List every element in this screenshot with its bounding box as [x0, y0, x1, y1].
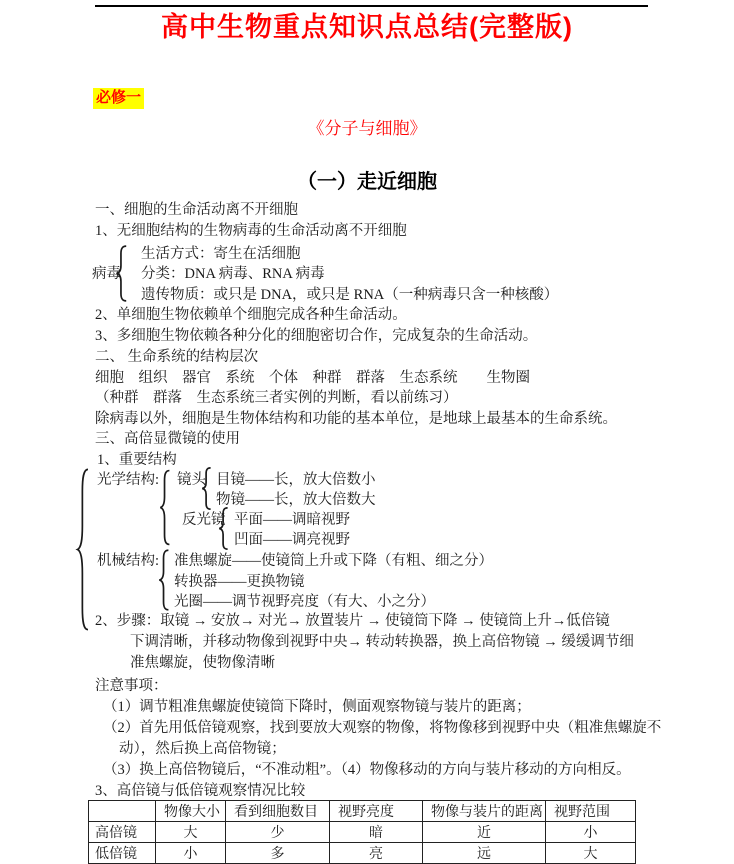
table-cell: 亮 — [330, 843, 423, 864]
document-title: 高中生物重点知识点总结(完整版) — [161, 12, 573, 42]
mech-diaphragm-item: 光圈——调节视野亮度（有大、小之分） — [174, 594, 435, 610]
table-cell: 暗 — [330, 822, 423, 843]
steps-line: 2、步骤：取镜 → 安放→ 对光→ 放置装片 → 使镜筒下降 → 使镜筒上升→低倍镜 — [95, 613, 610, 629]
brace-left-icon — [158, 549, 171, 611]
table-header-cell — [89, 801, 156, 822]
table-header-cell: 视野范围 — [546, 801, 636, 822]
steps-line: 准焦螺旋，使物像清晰 — [130, 655, 275, 671]
table-row — [89, 843, 636, 864]
table-cell: 小 — [156, 843, 226, 864]
lens-label: 镜头 — [177, 472, 206, 488]
paragraph: 1、无细胞结构的生物病毒的生命活动离不开细胞 — [95, 223, 407, 239]
table-header-cell: 物像大小 — [156, 801, 226, 822]
table-cell: 低倍镜 — [89, 843, 156, 864]
brace-left-icon — [115, 245, 129, 302]
table-header-cell: 物像与装片的距离 — [423, 801, 546, 822]
table-cell: 高倍镜 — [89, 822, 156, 843]
brace-left-icon — [218, 507, 230, 550]
section-heading: （一）走近细胞 — [297, 171, 437, 193]
virus-item: 分类：DNA 病毒、RNA 病毒 — [141, 266, 325, 282]
steps-line: 下调清晰，并移动物像到视野中央→ 转动转换器，换上高倍物镜 → 缓缓调节细 — [130, 634, 634, 650]
paragraph: 3、多细胞生物依赖各种分化的细胞密切合作，完成复杂的生命活动。 — [95, 328, 538, 344]
paragraph: 除病毒以外，细胞是生物体结构和功能的基本单位，是地球上最基本的生命系统。 — [95, 411, 617, 427]
note-item: 动），然后换上高倍物镜； — [119, 741, 286, 757]
virus-item: 遗传物质：或只是 DNA，或只是 RNA（一种病毒只含一种核酸） — [141, 287, 559, 303]
table-cell: 远 — [423, 843, 546, 864]
note-item: （1）调节粗准焦螺旋使镜筒下降时，侧面观察物镜与装片的距离； — [103, 699, 531, 715]
module-badge: 必修一 — [93, 88, 144, 109]
table-cell: 少 — [226, 822, 330, 843]
paragraph: 二、 生命系统的结构层次 — [95, 349, 259, 365]
table-header-row — [89, 801, 636, 822]
table-cell: 大 — [156, 822, 226, 843]
mirror-label: 反光镜 — [182, 512, 226, 528]
mech-focus-item: 准焦螺旋——使镜筒上升或下降（有粗、细之分） — [174, 553, 493, 569]
table-cell: 近 — [423, 822, 546, 843]
virus-label: 病毒 — [92, 266, 121, 282]
table-row — [89, 822, 636, 843]
note-item: （3）换上高倍物镜后，“不准动粗”。（4）物像移动的方向与装片移动的方向相反。 — [103, 762, 631, 778]
comparison-table — [88, 800, 636, 864]
header-rule — [95, 5, 648, 7]
paragraph: 一、细胞的生命活动离不开细胞 — [95, 202, 298, 218]
brace-left-icon — [159, 469, 172, 546]
paragraph: 细胞 组织 器官 系统 个体 种群 群落 生态系统 生物圈 — [95, 370, 530, 386]
notes-title: 注意事项： — [95, 678, 168, 694]
book-subtitle: 《分子与细胞》 — [307, 119, 427, 138]
table-cell: 多 — [226, 843, 330, 864]
paragraph: 1、重要结构 — [97, 452, 177, 468]
table-header-cell: 看到细胞数目 — [226, 801, 330, 822]
mirror-concave-item: 凹面——调亮视野 — [234, 532, 350, 548]
mech-revolver-item: 转换器——更换物镜 — [174, 574, 305, 590]
paragraph: 三、高倍显微镜的使用 — [95, 431, 240, 447]
table-header-cell: 视野亮度 — [330, 801, 423, 822]
paragraph: （种群 群落 生态系统三者实例的判断，看以前练习） — [95, 390, 458, 406]
objective-item: 物镜——长，放大倍数大 — [216, 492, 376, 508]
paragraph: 2、单细胞生物依赖单个细胞完成各种生命活动。 — [95, 307, 407, 323]
brace-left-icon — [76, 466, 91, 633]
optical-structure-label: 光学结构: — [97, 472, 160, 488]
mechanical-structure-label: 机械结构: — [97, 553, 160, 569]
table-cell: 小 — [546, 822, 636, 843]
eyepiece-item: 目镜——长，放大倍数小 — [216, 472, 376, 488]
note-item: （2）首先用低倍镜观察，找到要放大观察的物像，将物像移到视野中央（粗准焦螺旋不 — [103, 720, 662, 736]
virus-item: 生活方式：寄生在活细胞 — [141, 246, 301, 262]
paragraph: 3、高倍镜与低倍镜观察情况比较 — [95, 783, 306, 799]
table-cell: 大 — [546, 843, 636, 864]
brace-left-icon — [201, 467, 213, 510]
mirror-flat-item: 平面——调暗视野 — [234, 512, 350, 528]
